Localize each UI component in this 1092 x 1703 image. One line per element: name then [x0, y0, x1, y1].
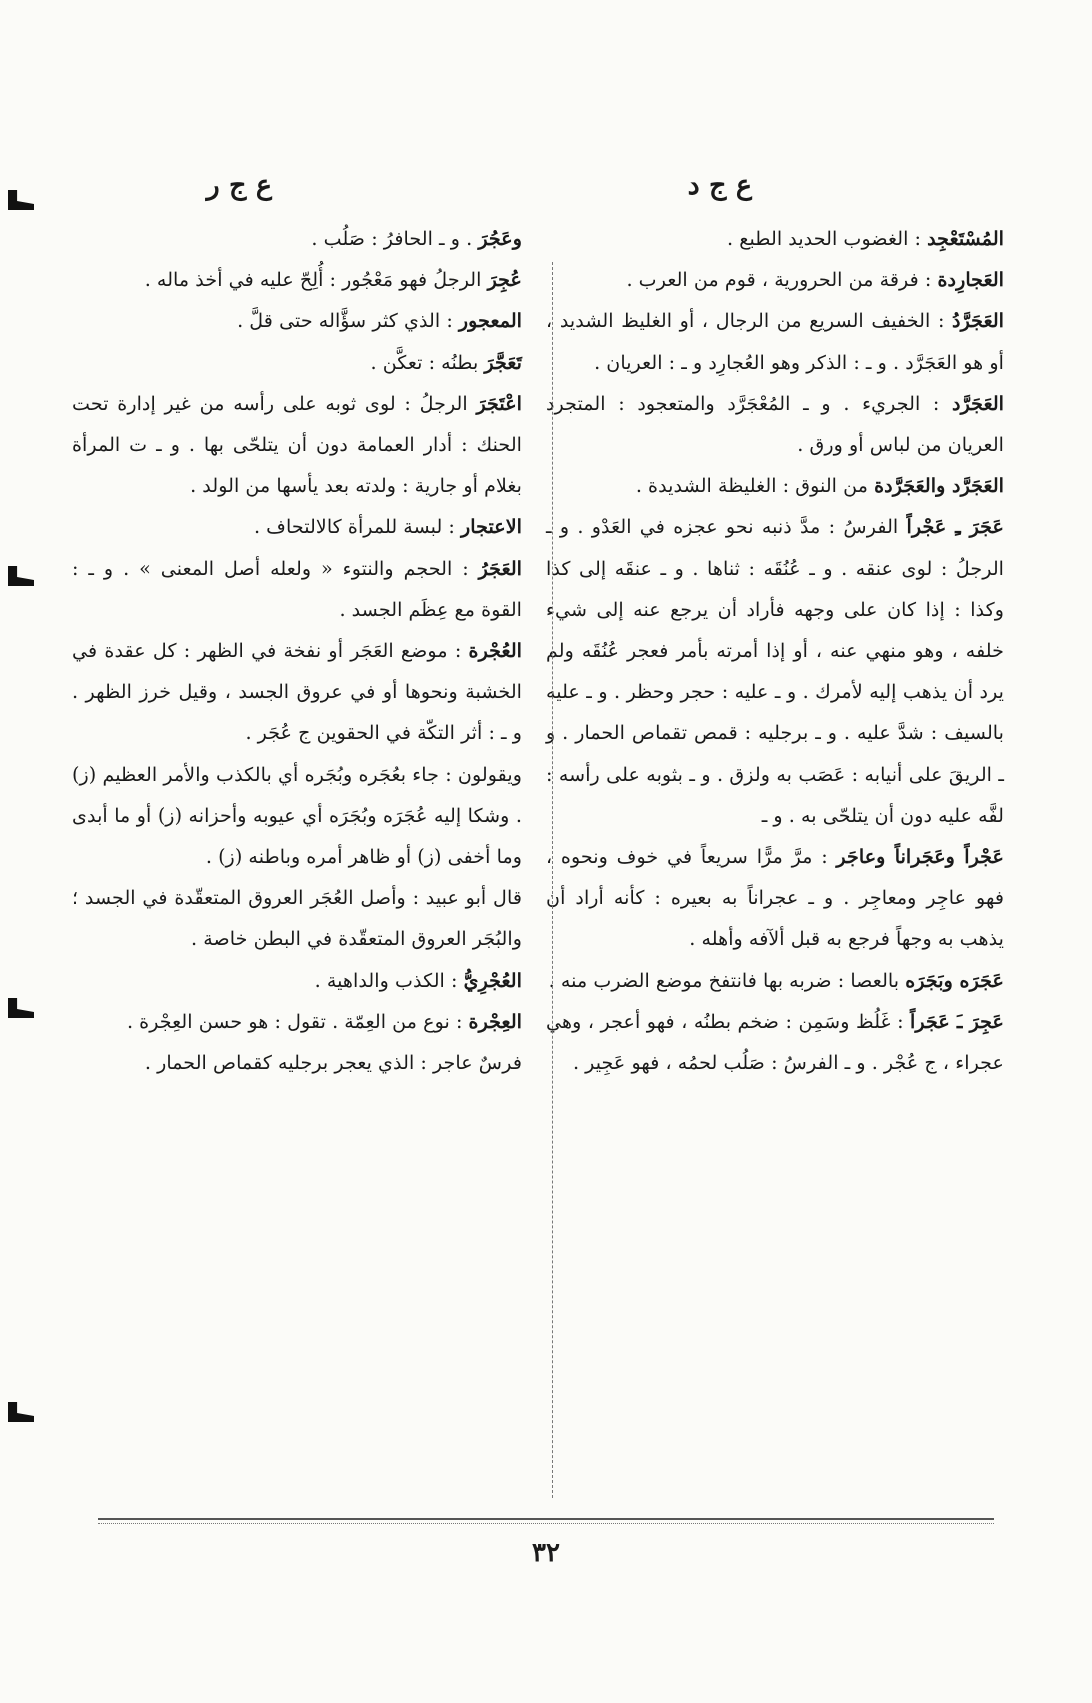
definition: ويقولون : جاء بعُجَره وبُجَره أي بالكذب والأمر العظيم (ز) . وشكا إليه عُجَرَه وبُجَرَه أي عيوبه وأحزانه (ز) أو ما أبدى وما أخفى (ز) أو ظاهر أمره وباطنه (ز) .	[72, 762, 522, 869]
dictionary-entry	[72, 630, 522, 754]
definition: : الخفيف السريع من الرجال ، أو الغليظ الشديد ، أو هو العَجَرَّد . و ـ : الذكر وهو العُجارِد و ـ : العريان .	[546, 309, 1004, 374]
dictionary-entry	[72, 300, 522, 341]
headword: عَجِرَ ـَ عَجَراً	[910, 1009, 1004, 1033]
dictionary-entry	[546, 506, 1004, 836]
headword: العَجَرَّدُ	[952, 309, 1004, 333]
definition: : الكذب والداهية .	[314, 968, 464, 992]
headword: اعْتَجَرَ	[476, 391, 522, 415]
headword: العُجْرِيُّ	[463, 968, 522, 992]
dictionary-entry	[546, 465, 1004, 506]
definition: من النوق : الغليظة الشديدة .	[635, 474, 875, 498]
dictionary-entry	[72, 548, 522, 630]
definition: الرجلُ فهو مَعْجُور : أُلِحّ عليه في أخذ ماله .	[144, 268, 488, 292]
margin-mark	[8, 190, 34, 210]
definition: : الحجم والنتوء « ولعله أصل المعنى » . و ـ : القوة مع عِظَم الجسد .	[72, 556, 522, 621]
dictionary-entry	[72, 1042, 522, 1083]
definition: الفرسُ : مدَّ ذنبه نحو عجزه في العَدْو . و ـ الرجلُ : لوى عنقه . و ـ عُنُقَه : ثناها . و ـ عنقَه إلى كذا وكذا : إذا كان على وجهه فأراد أن يرجع عنه إلى شيء خلفه ، وهو منهي عنه ، أو إذا أمرته بأمر فعجر عُنُقَه ولم يرد أن يذهب إليه لأمرك . و ـ عليه : حجر وحظر . و ـ عليه بالسيف : شدَّ عليه . و ـ برجليه : قمص تقماص الحمار . و ـ الريقَ على أنيابه : عَصَب به ولزق . و ـ بثوبه على رأسه : لفَّه عليه دون أن يتلحّى به . و ـ	[546, 515, 1004, 827]
margin-mark	[8, 566, 34, 586]
margin-mark	[8, 998, 34, 1018]
dictionary-entry	[72, 1001, 522, 1042]
left-root-heading: ع ج ر	[206, 170, 272, 201]
dictionary-entry	[546, 259, 1004, 300]
definition: : مرَّ مرًّا سريعاً في خوف ونحوه ، فهو عاجِر ومعاجِر . و ـ عجراناً به بعيره : كأنه أراد أن يذهب به وجهاً فرجع به قبل ألآفه وأهله .	[546, 845, 1004, 951]
dictionary-entry	[72, 218, 522, 259]
dictionary-entry	[72, 342, 522, 383]
right-column	[546, 218, 1004, 1083]
dictionary-entry	[546, 836, 1004, 960]
headword: وعَجُرَ	[478, 227, 522, 250]
headword: العِجْرة	[468, 1009, 522, 1033]
dictionary-entry	[546, 1001, 1004, 1083]
headword: المُسْتَعْجِد	[927, 227, 1004, 250]
dictionary-entry	[72, 877, 522, 959]
definition: بالعصا : ضربه بها فانتفخ موضع الضرب منه .	[548, 968, 906, 992]
margin-mark	[8, 1402, 34, 1422]
headword: العَجَرُ	[478, 556, 522, 580]
definition: : الجريء . و ـ المُعْجَرَّد والمتعجود : المتجرد العريان من لباس أو ورق .	[546, 391, 1004, 457]
definition: : نوع من العِمّة . تقول : هو حسن العِجْرة .	[126, 1009, 469, 1033]
footer-rule	[98, 1518, 994, 1520]
definition: : فرقة من الحرورية ، قوم من العرب .	[626, 268, 938, 292]
page-number: ٣٢	[532, 1538, 560, 1568]
dictionary-entry	[546, 218, 1004, 259]
headword: العُجْرة	[468, 639, 522, 663]
definition: بطنُه : تعكَّن .	[370, 350, 485, 374]
dictionary-entry	[546, 960, 1004, 1001]
dictionary-entry	[72, 754, 522, 878]
left-column	[72, 218, 522, 1083]
headword: العَجَرَّد	[952, 391, 1004, 415]
dictionary-entry	[72, 383, 522, 507]
right-root-heading: ع ج د	[687, 170, 752, 201]
headword: تَعَجَّرَ	[484, 350, 522, 374]
definition: : لبسة للمرأة كالالتحاف .	[253, 515, 461, 539]
dictionary-entry	[546, 300, 1004, 382]
dictionary-entry	[72, 960, 522, 1001]
definition: : الغضوب الحديد الطبع .	[727, 227, 928, 250]
definition: الرجلُ : لوى ثوبه على رأسه من غير إدارة تحت الحنك : أدار العمامة دون أن يتلحّى بها . و ـ ت المرأة بغلام أو جارية : ولدته بعد يأسها من الولد .	[72, 391, 522, 498]
definition: : غَلُظ وسَمِن : ضخم بطنُه ، فهو أعجر ، وهي عجراء ، ج عُجْر . و ـ الفرسُ : صَلُب لحمُه ، فهو عَجِير .	[546, 1009, 1004, 1075]
definition: قال أبو عبيد : وأصل العُجَر العروق المتعقّدة في الجسد ؛ والبُجَر العروق المتعقّدة في البطن خاصة .	[72, 886, 522, 951]
definition: فرسٌ عاجر : الذي يعجر برجليه كقماص الحمار .	[144, 1051, 522, 1075]
dictionary-entry	[72, 506, 522, 547]
headword: عَجَرَه وبَجَرَه	[905, 968, 1004, 992]
definition: . و ـ الحافرُ : صَلُب .	[311, 227, 479, 250]
headword: عَجَرَ ـِ عَجْراً	[906, 515, 1005, 539]
headword: المعجور	[458, 309, 522, 333]
headword: الاعتجار	[460, 515, 522, 539]
definition: : الذي كثر سؤَّاله حتى قلَّ .	[237, 309, 459, 333]
headword: عَجْراً وعَجَراناً وعاجَر	[836, 845, 1005, 869]
column-divider	[552, 262, 553, 1498]
dictionary-entry	[546, 383, 1004, 465]
definition: : موضع العَجَر أو نفخة في الظهر : كل عقدة في الخشبة ونحوها أو في عروق الجسد ، وقيل خرز الظهر . و ـ : أثر التكّة في الحقوين ج عُجَر .	[72, 639, 522, 745]
headword: العَجارِدة	[937, 268, 1004, 292]
dictionary-entry	[72, 259, 522, 300]
footer-dotted-rule	[98, 1523, 994, 1524]
headword: العَجَرَّد والعَجَرَّدة	[874, 474, 1004, 498]
headword: عُجِرَ	[487, 268, 522, 292]
